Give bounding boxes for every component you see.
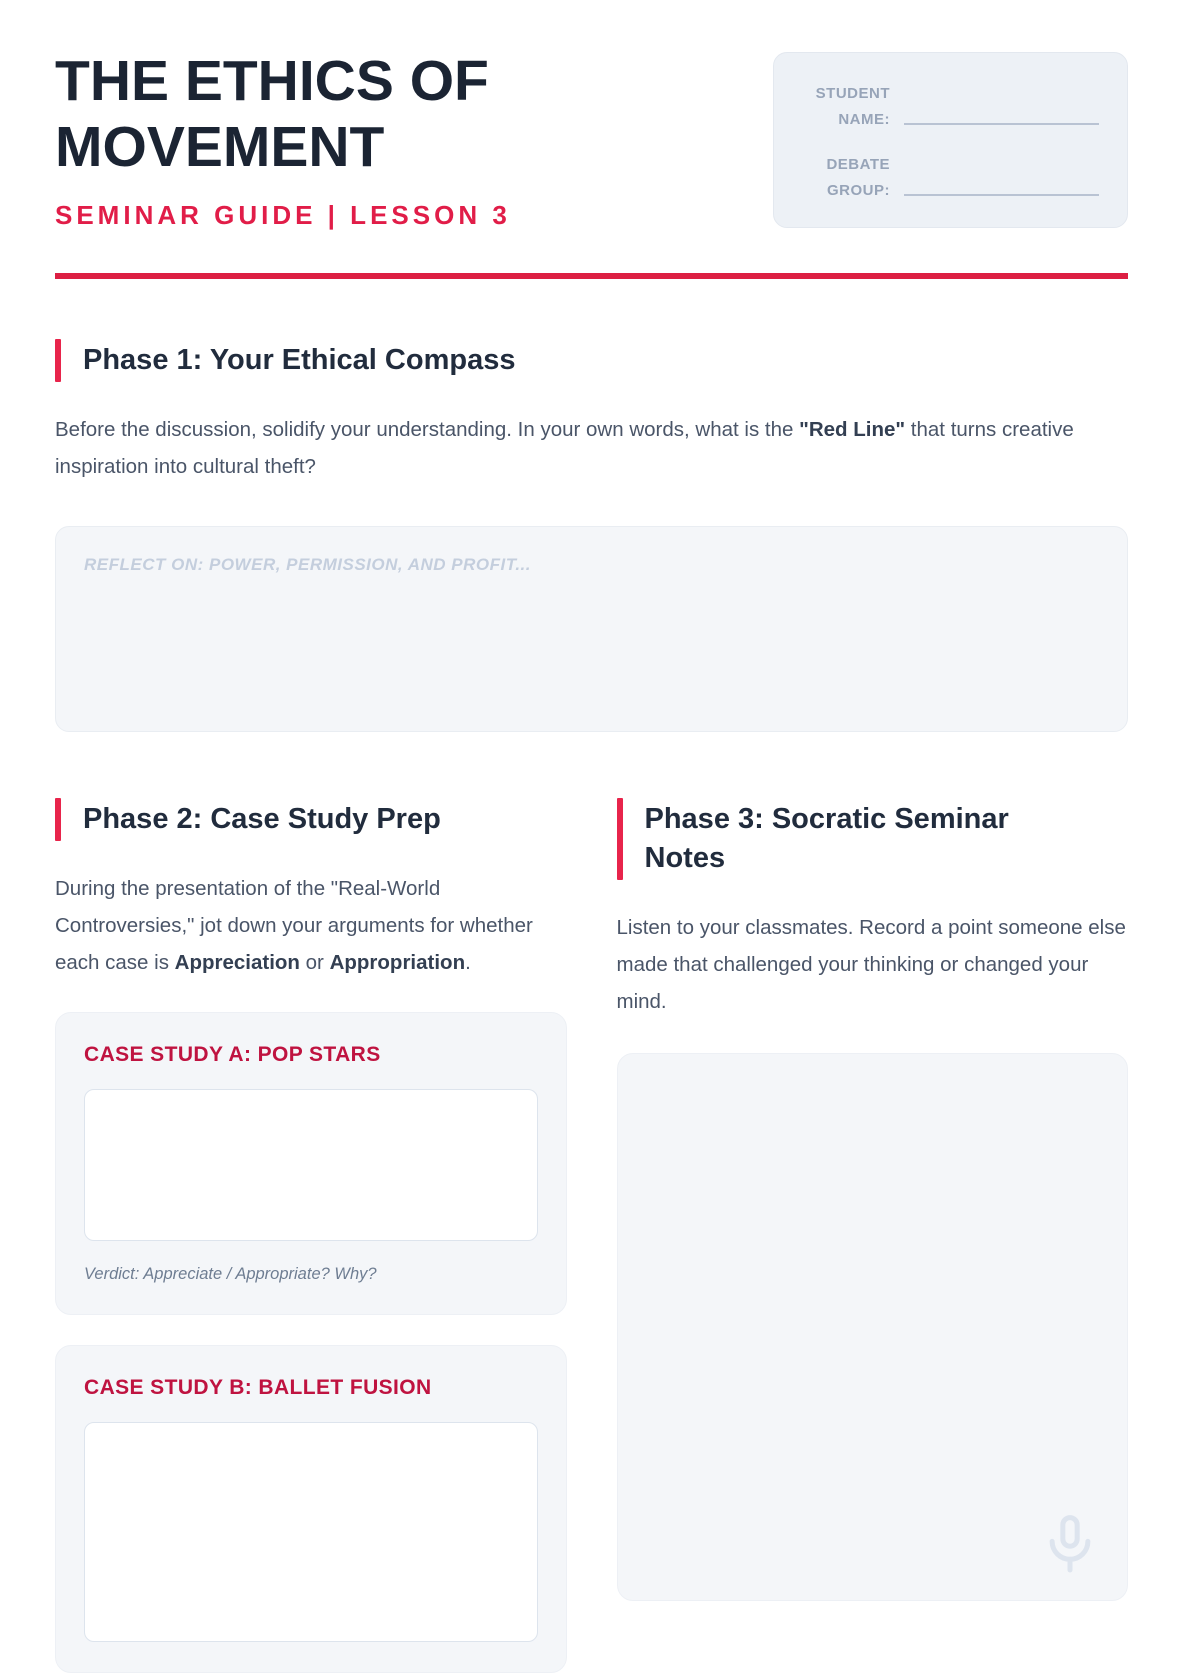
page-title xyxy=(55,48,511,180)
header xyxy=(55,48,1128,231)
phase-2-intro xyxy=(55,871,567,982)
two-column-layout xyxy=(55,798,1128,1673)
phase-3-column xyxy=(617,798,1129,1673)
phase-2-intro-mid: or xyxy=(299,951,330,975)
phase-2-intro-text: During the presentation of the "Real-World Controversies," jot down your arguments for whether each case is xyxy=(55,877,533,975)
page-title-line1: THE ETHICS OF xyxy=(55,49,489,113)
phase-3-intro: Listen to your classmates. Record a point someone else made that challenged your thinking or changed your mind. xyxy=(616,916,1126,1014)
header-titles xyxy=(55,48,511,231)
student-name-label: STUDENT NAME: xyxy=(815,85,890,128)
red-accent-bar xyxy=(55,339,61,382)
phase-1-section xyxy=(55,339,1128,732)
phase-1-intro-tail: that turns creative inspiration into cultural theft? xyxy=(55,418,1074,479)
reflection-textarea[interactable] xyxy=(55,526,1128,732)
case-study-a-caption: Verdict: Appreciate / Appropriate? Why? xyxy=(84,1264,377,1283)
phase-1-intro-bold: "Red Line" xyxy=(799,418,906,442)
header-divider xyxy=(55,273,1128,279)
case-study-b-textarea[interactable] xyxy=(84,1422,538,1642)
red-accent-bar xyxy=(55,798,61,841)
red-accent-bar xyxy=(617,798,623,880)
debate-group-field[interactable] xyxy=(904,194,1099,196)
phase-1-intro xyxy=(55,412,1128,486)
debate-group-row xyxy=(798,152,1099,203)
case-study-b-card xyxy=(55,1345,567,1673)
case-study-a-textarea[interactable] xyxy=(84,1089,538,1241)
phase-3-heading xyxy=(617,798,1129,880)
microphone-icon xyxy=(1041,1514,1099,1576)
page-title-line2: MOVEMENT xyxy=(55,115,385,180)
phase-3-heading-line2: Notes xyxy=(644,842,726,875)
case-study-a-card xyxy=(55,1012,567,1315)
phase-3-heading-line1: Phase 3: Socratic Seminar xyxy=(644,803,1009,836)
case-study-b-title: CASE STUDY B: BALLET FUSION xyxy=(84,1375,432,1399)
phase-2-intro-tail: . xyxy=(465,951,471,975)
phase-2-heading-text: Phase 2: Case Study Prep xyxy=(83,803,441,836)
student-name-field[interactable] xyxy=(904,123,1099,125)
phase-2-intro-bold-appropriation: Appropriation xyxy=(329,951,466,975)
phase-1-heading-text: Phase 1: Your Ethical Compass xyxy=(83,344,516,377)
phase-1-intro-text: Before the discussion, solidify your understanding. In your own words, what is the xyxy=(55,418,800,442)
phase-1-heading xyxy=(55,339,1128,382)
seminar-notes-area[interactable] xyxy=(617,1053,1129,1601)
case-study-a-title: CASE STUDY A: POP STARS xyxy=(84,1042,381,1066)
debate-group-label: DEBATE GROUP: xyxy=(826,156,890,199)
phase-2-column xyxy=(55,798,567,1673)
phase-2-heading xyxy=(55,798,567,841)
page-subtitle: SEMINAR GUIDE | LESSON 3 xyxy=(55,200,511,231)
student-info-box xyxy=(773,52,1128,228)
phase-2-intro-bold-appreciation: Appreciation xyxy=(174,951,300,975)
phase-3-heading-text xyxy=(645,798,1009,880)
student-name-row xyxy=(798,81,1099,132)
